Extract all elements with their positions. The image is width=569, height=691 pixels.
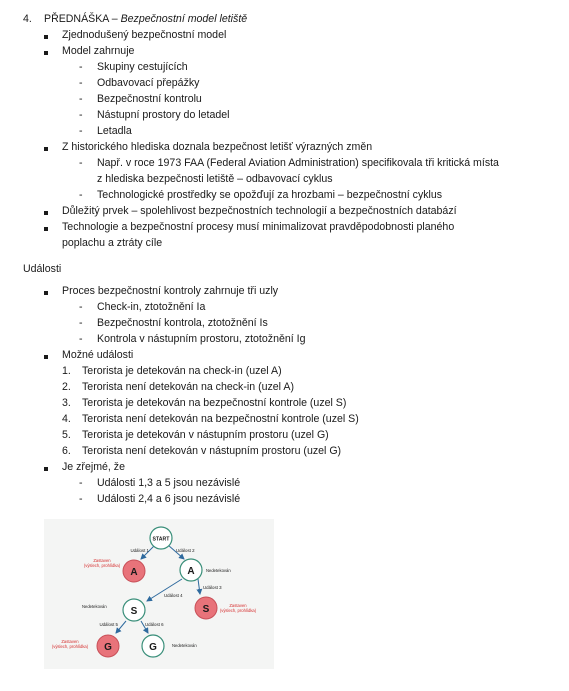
sub-list-item: Check-in, ztotožnění Ia [97,301,206,313]
sub-list-item: Události 2,4 a 6 jsou nezávislé [97,493,241,505]
numbered-item: Terorista je detekován v nástupním prostoru (uzel G) [82,429,329,441]
dash-icon: - [79,93,83,105]
dash-icon: - [79,477,83,489]
node-s-stopped-label: S [202,604,210,615]
edge-label-event-4: Událost 4 [164,593,183,598]
sub-list-item: Letadla [97,125,132,137]
lecture-title-emphasis: Bezpečnostní model letiště [120,13,248,25]
bullet-icon [44,147,48,151]
list-item: Zjednodušený bezpečnostní model [62,29,227,41]
node-g-label: G [149,642,157,653]
numbered-item: Terorista je detekován na check-in (uzel A) [82,365,282,377]
dash-icon: - [79,317,83,329]
edge-label-event-3: Událost 3 [203,585,222,590]
dash-icon: - [79,61,83,73]
sub-list-item: Např. v roce 1973 FAA (Federal Aviation Administration) specifikovala tři kritická místa [97,157,499,169]
numbered-index: 2. [62,381,71,393]
node-g-stopped-label: G [104,642,112,653]
dash-icon: - [79,333,83,345]
node-a-label: A [187,566,195,577]
node-a-stopped-label: A [130,567,138,578]
numbered-index: 3. [62,397,71,409]
list-item: Z historického hlediska doznala bezpečnost letišť výrazných změn [62,141,373,153]
lecture-number: 4. [23,13,32,25]
edge-label-event-1: Událost 1 [130,548,149,553]
numbered-index: 4. [62,413,71,425]
sub-list-item-continuation: z hlediska bezpečnosti letiště – odbavovací cyklus [97,173,333,185]
stopped-detail-a: (výslech, prohlídka) [83,563,121,568]
undetected-label-s: Nedetekován [82,604,107,609]
list-item: Možné události [62,349,134,361]
numbered-item: Terorista není detekován v nástupním prostoru (uzel G) [82,445,342,457]
stopped-label-g: Zastaven [61,639,79,644]
list-item: Technologie a bezpečnostní procesy musí minimalizovat pravděpodobnosti planého [62,221,455,233]
undetected-label-g: Nedetekován [172,643,197,648]
sub-list-item: Kontrola v nástupním prostoru, ztotožnění Ig [97,333,306,345]
bullet-icon [44,51,48,55]
dash-icon: - [79,109,83,121]
list-item: Model zahrnuje [62,45,135,57]
sub-list-item: Skupiny cestujících [97,61,188,73]
sub-list-item: Bezpečnostní kontrola, ztotožnění Is [97,317,268,329]
dash-icon: - [79,493,83,505]
numbered-item: Terorista je detekován na bezpečnostní kontrole (uzel S) [82,397,347,409]
edge-label-event-6: Událost 6 [145,622,164,627]
lecture-title [44,12,247,27]
numbered-item: Terorista není detekován na check-in (uzel A) [82,381,294,393]
bullet-icon [44,467,48,471]
sub-list-item: Nástupní prostory do letadel [97,109,230,121]
numbered-index: 1. [62,365,71,377]
list-item: Důležitý prvek – spolehlivost bezpečnostních technologií a bezpečnostních databází [62,205,457,217]
stopped-detail-g: (výslech, prohlídka) [51,644,89,649]
sub-list-item: Odbavovací přepážky [97,77,200,89]
event-tree-diagram [44,519,274,669]
list-item: Je zřejmé, že [62,461,125,473]
edge-label-event-2: Událost 2 [176,548,195,553]
edge-label-event-5: Událost 5 [99,622,118,627]
lecture-title-prefix: PŘEDNÁŠKA – [44,13,118,25]
list-item: Proces bezpečnostní kontroly zahrnuje tři uzly [62,285,279,297]
list-item-continuation: poplachu a ztráty cíle [62,237,163,249]
dash-icon: - [79,157,83,169]
node-s-label: S [130,606,138,617]
undetected-label-a: Nedetekován [206,568,231,573]
dash-icon: - [79,125,83,137]
bullet-icon [44,211,48,215]
bullet-icon [44,291,48,295]
numbered-index: 6. [62,445,71,457]
stopped-detail-s: (výslech, prohlídka) [219,608,257,613]
sub-list-item: Technologické prostředky se opožďují za hrozbami – bezpečnostní cyklus [97,189,443,201]
numbered-item: Terorista není detekován na bezpečnostní kontrole (uzel S) [82,413,359,425]
bullet-icon [44,35,48,39]
stopped-label-a: Zastaven [93,558,111,563]
bullet-icon [44,355,48,359]
dash-icon: - [79,301,83,313]
section-heading: Události [23,263,62,275]
numbered-index: 5. [62,429,71,441]
sub-list-item: Události 1,3 a 5 jsou nezávislé [97,477,241,489]
start-node-label: START [152,536,170,543]
stopped-label-s: Zastaven [229,603,247,608]
dash-icon: - [79,189,83,201]
dash-icon: - [79,77,83,89]
sub-list-item: Bezpečnostní kontrolu [97,93,202,105]
bullet-icon [44,227,48,231]
